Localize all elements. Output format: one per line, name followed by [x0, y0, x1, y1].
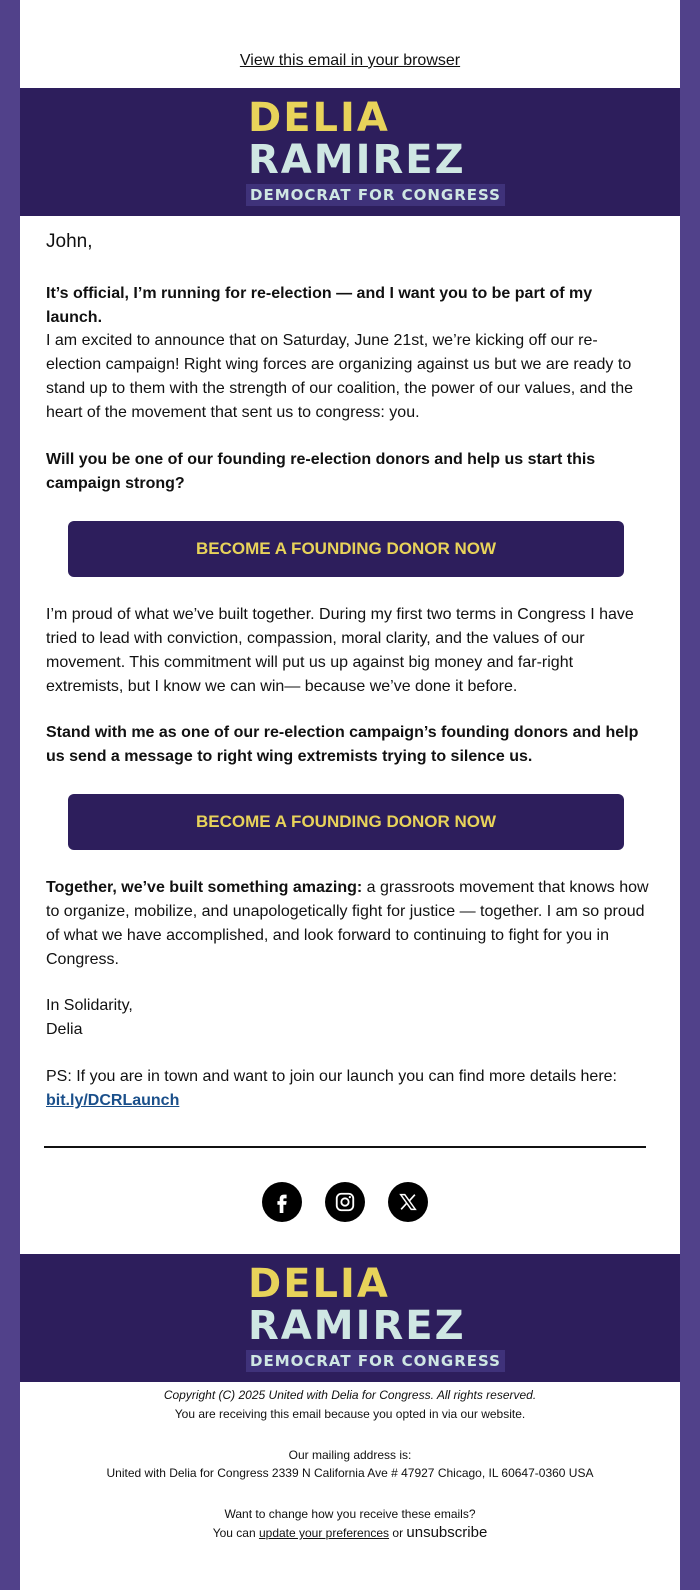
update-preferences-link[interactable]: update your preferences — [258, 1526, 390, 1540]
founding-donor-button-2[interactable]: BECOME A FOUNDING DONOR NOW — [68, 794, 624, 850]
prefs-line — [20, 1524, 680, 1542]
copyright-text: Copyright (C) 2025 United with Delia for Congress. All rights reserved. — [163, 1388, 537, 1402]
ps-text: PS: If you are in town and want to join our launch you can find more details here: — [46, 1068, 617, 1085]
mailing-label: Our mailing address is: — [288, 1448, 412, 1462]
founding-donor-button-1[interactable]: BECOME A FOUNDING DONOR NOW — [68, 521, 624, 577]
logo-tagline: DEMOCRAT FOR CONGRESS — [246, 184, 505, 206]
logo-last-name: RAMIREZ — [248, 140, 466, 180]
paragraph-announcement: I am excited to announce that on Saturday, June 21st, we’re kicking off our re-election campaign! Right wing forces are organizing against us but we are ready to stand up to them with the strength of our coalition, the power of our values, and the heart of the movement that sent us to congress: you. — [46, 332, 634, 421]
donor-ask-1: Will you be one of our founding re-election donors and help us start this campaign strong? — [46, 451, 596, 492]
campaign-logo-footer — [246, 1261, 506, 1374]
logo-last-name: RAMIREZ — [248, 1306, 466, 1346]
change-prefs-label: Want to change how you receive these emails? — [224, 1507, 476, 1521]
x-icon[interactable] — [388, 1182, 428, 1222]
greeting: John, — [46, 231, 93, 252]
facebook-icon[interactable] — [262, 1182, 302, 1222]
paragraph-together — [46, 876, 650, 972]
logo-tagline: DEMOCRAT FOR CONGRESS — [246, 1350, 505, 1372]
social-links — [20, 1182, 680, 1222]
ps-link-line — [46, 1089, 650, 1113]
you-can-text: You can — [212, 1526, 259, 1540]
mailing-address: United with Delia for Congress 2339 N California Ave # 47927 Chicago, IL 60647-0360 USA — [106, 1466, 594, 1480]
footer-banner — [20, 1254, 680, 1382]
instagram-icon[interactable] — [325, 1182, 365, 1222]
unsubscribe-link[interactable]: unsubscribe — [406, 1524, 488, 1541]
signature: Delia — [46, 1021, 83, 1038]
optin-text: You are receiving this email because you opted in via our website. — [174, 1407, 526, 1421]
divider — [44, 1146, 646, 1148]
email-container — [20, 0, 680, 1590]
or-text: or — [389, 1526, 407, 1540]
campaign-logo — [246, 95, 506, 208]
together-rest: a grassroots movement that knows how to organize, mobilize, and unapologetically fight for justice — together. I am so proud of what we have accomplished, and look forward to continuing to fight for you in Congress. — [46, 879, 649, 968]
header-banner — [20, 88, 680, 216]
view-in-browser-link[interactable]: View this email in your browser — [239, 52, 461, 69]
signoff: In Solidarity, — [46, 997, 133, 1014]
logo-first-name: DELIA — [248, 1264, 390, 1304]
launch-link[interactable]: bit.ly/DCRLaunch — [46, 1092, 180, 1109]
donor-ask-2: Stand with me as one of our re-election campaign’s founding donors and help us send a message to right wing extremists trying to silence us. — [46, 724, 639, 765]
together-bold-lead: Together, we’ve built something amazing: — [46, 879, 363, 896]
headline: It’s official, I’m running for re-election — and I want you to be part of my launch. — [46, 285, 593, 326]
paragraph-proud: I’m proud of what we’ve built together. During my first two terms in Congress I have tried to lead with conviction, compassion, moral clarity, and the values of our movement. This commitment will put us up against big money and far-right extremists, but I know we can win— because we’ve done it before. — [46, 606, 634, 695]
logo-first-name: DELIA — [248, 98, 390, 138]
